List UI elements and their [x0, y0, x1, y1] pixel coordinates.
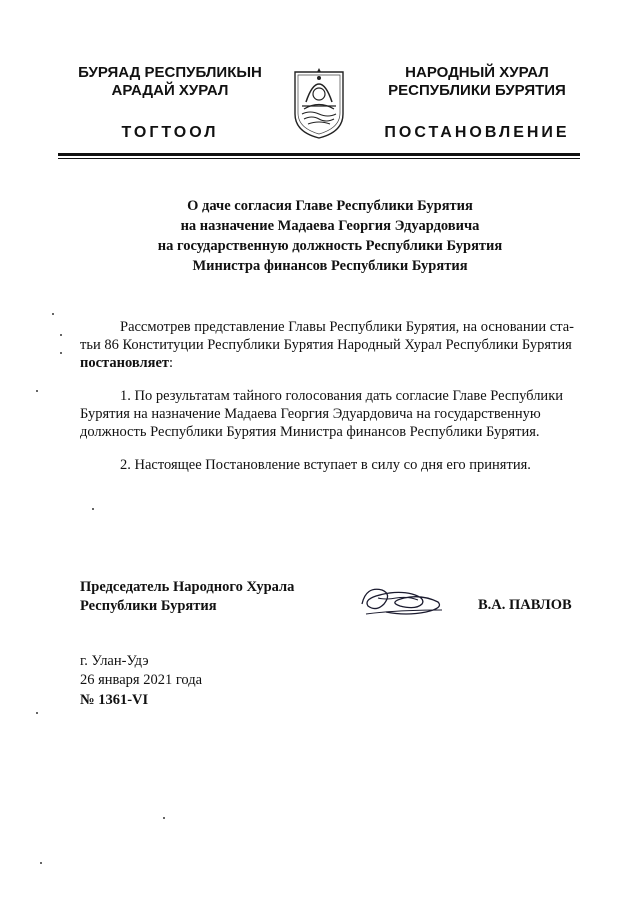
p2-line2: Бурятия на назначение Мадаева Георгия Эдуардовича на государственную	[80, 406, 541, 422]
coat-of-arms-icon	[292, 62, 346, 140]
scan-speck	[36, 712, 38, 714]
scan-speck	[92, 508, 94, 510]
p2-line3: должность Республики Бурятия Министра финансов Республики Бурятия.	[80, 424, 540, 440]
scan-speck	[40, 862, 42, 864]
title-line2: на назначение Мадаева Георгия Эдуардовича	[180, 218, 480, 234]
scan-speck	[60, 352, 62, 354]
header-left-line2: АРАДАЙ ХУРАЛ	[111, 82, 229, 99]
paragraph-item-1	[80, 387, 580, 441]
signatory-position	[80, 578, 294, 616]
scan-speck	[52, 313, 54, 315]
p1-colon: :	[169, 355, 174, 371]
city: г. Улан-Удэ	[80, 653, 149, 669]
scan-speck	[60, 334, 62, 336]
header-right-line1: НАРОДНЫЙ ХУРАЛ	[405, 64, 549, 81]
p1-line2: тьи 86 Конституции Республики Бурятия Народный Хурал Республики Бурятия	[80, 337, 572, 353]
header-russian-parliament	[372, 64, 582, 100]
title-line1: О даче согласия Главе Республики Бурятия	[187, 198, 473, 214]
place-and-date	[80, 652, 202, 690]
scan-speck	[163, 817, 165, 819]
signatory-name: В.А. ПАВЛОВ	[478, 597, 572, 613]
p3-line1: 2. Настоящее Постановление вступает в силу со дня его принятия.	[120, 457, 531, 473]
header-left-line1: БУРЯАД РЕСПУБЛИКЫН	[78, 64, 262, 81]
paragraph-item-2	[80, 456, 580, 474]
document-number: № 1361-VI	[80, 692, 149, 708]
date: 26 января 2021 года	[80, 672, 203, 688]
paragraph-preamble	[80, 318, 580, 372]
header-right-line2: РЕСПУБЛИКИ БУРЯТИЯ	[388, 82, 566, 99]
title-line4: Министра финансов Республики Бурятия	[192, 258, 468, 274]
signatory-position-line2: Республики Бурятия	[80, 598, 217, 614]
document-title	[80, 196, 580, 276]
doc-type-russian: ПОСТАНОВЛЕНИЕ	[384, 124, 570, 141]
handwritten-signature-icon	[356, 580, 448, 620]
title-line3: на государственную должность Республики Бурятия	[157, 238, 503, 254]
p1-resolves: постановляет	[80, 355, 170, 371]
header-buryat-parliament	[60, 64, 280, 100]
scan-speck	[36, 390, 38, 392]
header-rule-thick	[58, 153, 580, 156]
p2-line1: 1. По результатам тайного голосования дать согласие Главе Республики	[120, 388, 563, 404]
p1-line1: Рассмотрев представление Главы Республики Бурятия, на основании ста-	[120, 319, 574, 335]
doc-type-buryat: ТОГТООЛ	[121, 124, 219, 141]
signatory-position-line1: Председатель Народного Хурала	[80, 579, 295, 595]
header-rule-thin	[58, 158, 580, 159]
